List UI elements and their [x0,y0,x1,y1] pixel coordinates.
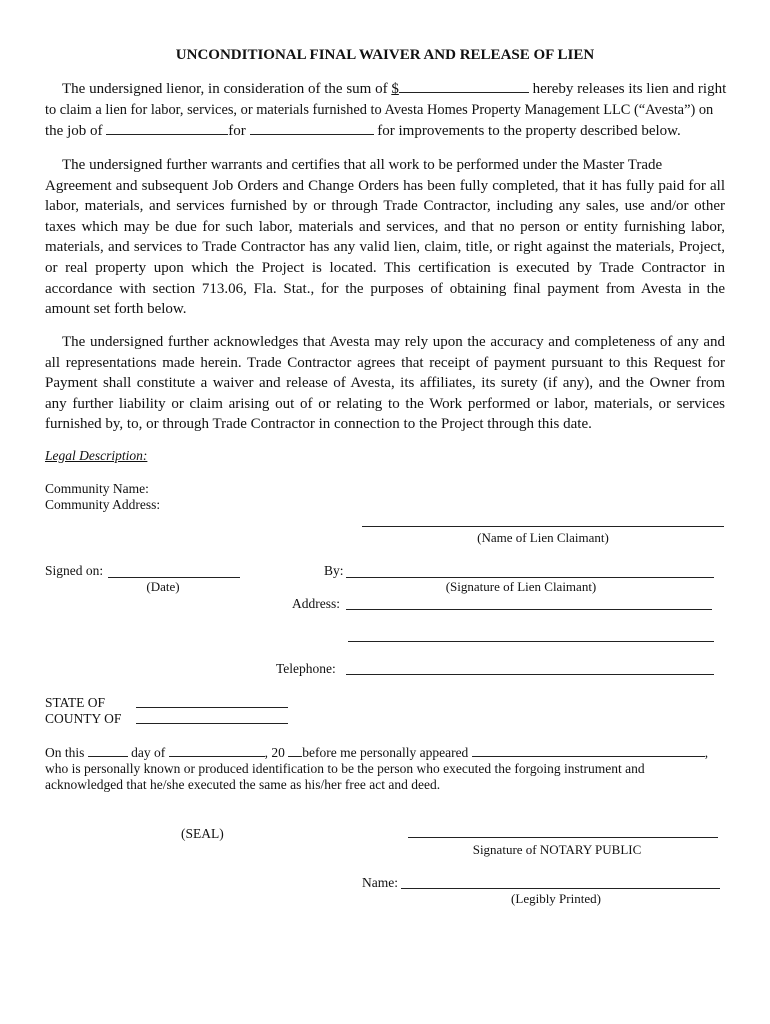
notary-line-1: On this day of , 20 before me personally appeared , [45,745,709,760]
county-line[interactable] [136,723,288,724]
para1-line1: The undersigned lienor, in consideration of the sum of $ hereby releases its lien and right [62,81,727,97]
year-field[interactable] [288,744,302,757]
appeared-person-field[interactable] [472,744,705,757]
community-address-label: Community Address: [45,497,161,512]
signature-line[interactable] [346,577,714,578]
paragraph-2: The undersigned further warrants and certifies that all work to be performed under the Master Trade Agreement and subsequent Job Orders and Change Orders has been fully completed, that it has fully paid for all labor, materials, and services furnished by or through Trade Contractor, including any sales, use and/or other taxes which may be due for such labor, materials and services, and that no person or entity furnishing labor, materials, and services to Trade Contractor has any valid lien, claim, title, or right against the materials, Project, or real property upon which the Project is located. This certification is executed by Trade Contractor in accordance with section 713.06, Fla. Stat., for the purposes of obtaining final payment from Avesta in the amount set forth below. [45,157,725,318]
for-field[interactable] [250,122,374,135]
legibly-printed-caption: (Legibly Printed) [511,891,601,906]
day-field[interactable] [88,744,128,757]
signed-on-label: Signed on: [45,563,104,578]
date-caption: (Date) [146,579,180,594]
legal-description-label: Legal Description: [45,448,148,463]
notary-signature-caption: Signature of NOTARY PUBLIC [472,842,642,857]
notary-name-line[interactable] [401,888,720,889]
seal-label: (SEAL) [181,826,224,841]
para1-line2: to claim a lien for labor, services, or materials furnished to Avesta Homes Property Management LLC (“Avesta”) on [45,102,714,118]
signature-caption: (Signature of Lien Claimant) [445,579,597,594]
job-of-field[interactable] [106,122,228,135]
lien-claimant-name-line[interactable] [362,526,724,527]
notary-line-2: who is personally known or produced identification to be the person who executed the forgoing instrument and [45,761,645,776]
address-line-1[interactable] [346,609,712,610]
community-name-label: Community Name: [45,481,149,496]
notary-line-3: acknowledged that he/she executed the same as his/her free act and deed. [45,777,441,792]
address-line-2[interactable] [348,641,714,642]
state-of-label: STATE OF [45,695,106,710]
state-line[interactable] [136,707,288,708]
para1-line3: the job of for for improvements to the property described below. [45,123,681,139]
document-title: UNCONDITIONAL FINAL WAIVER AND RELEASE OF LIEN [175,47,595,63]
county-of-label: COUNTY OF [45,711,122,726]
month-field[interactable] [169,744,265,757]
signed-on-date-line[interactable] [108,577,240,578]
paragraph-3: The undersigned further acknowledges that Avesta may rely upon the accuracy and completeness of any and all representations made herein. Trade Contractor agrees that receipt of payment pursuant to this Request for Payment shall constitute a waiver and release of Avesta, its affiliates, its surety (if any), and the Owner from any further liability or claim arising out of or relating to the Work performed or labor, materials, or services furnished by, to, or through Trade Contractor in connection to the Project through this date. [45,334,725,433]
sum-field[interactable]: $ [391,81,529,97]
name-of-lien-claimant-caption: (Name of Lien Claimant) [477,530,609,545]
name-label: Name: [362,875,398,890]
by-label: By: [324,563,344,578]
address-label: Address: [292,596,340,611]
telephone-line[interactable] [346,674,714,675]
notary-signature-line[interactable] [408,837,718,838]
telephone-label: Telephone: [276,661,336,676]
